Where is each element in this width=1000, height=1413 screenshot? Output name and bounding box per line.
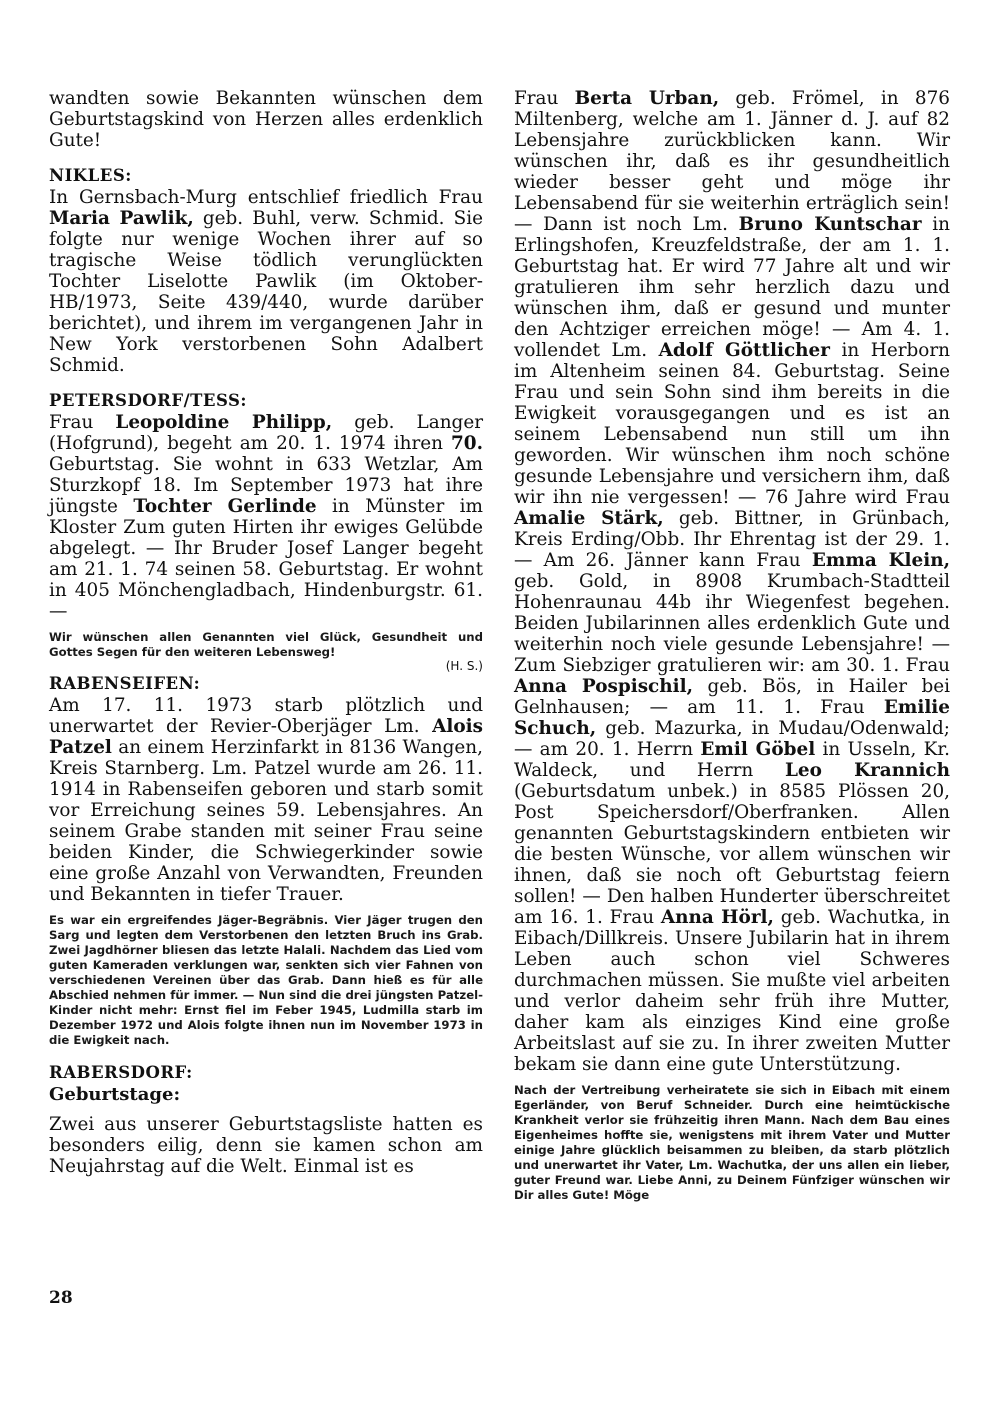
author-signature: (H. S.) bbox=[445, 659, 483, 673]
section-heading-petersdorf: PETERSDORF/TESS: bbox=[49, 391, 248, 410]
person-name: Anna Pospischil, bbox=[514, 676, 694, 697]
person-name: Amalie Stärk, bbox=[514, 508, 664, 529]
person-name: Tochter Gerlinde bbox=[133, 496, 317, 517]
petersdorf-note: Wir wünschen allen Genannten viel Glück, Gesundheit und Gottes Segen für den weiteren Lebensweg! bbox=[49, 630, 483, 659]
rabenseifen-paragraph: Am 17. 11. 1973 starb plötzlich und unerwartet der Revier-Oberjäger Lm. Alois Patzel an einem Herzinfarkt in 8136 Wangen, Kreis Starnberg. Lm. Patzel wurde am 26. 11. 1914 in Rabenseifen geboren und starb somit vor Erreichung seines 59. Lebensjahres. An seinem Grabe standen mit seiner Frau seine beiden Kinder, die Schwiegerkinder sowie eine große Anzahl von Verwandten, Freunden und Bekannten in tiefer Trauer. bbox=[49, 695, 483, 905]
person-name: Maria Pawlik, bbox=[49, 208, 194, 229]
page-number: 28 bbox=[49, 1288, 73, 1308]
person-name: Alois Patzel bbox=[49, 716, 483, 758]
person-name: Adolf Göttlicher bbox=[658, 340, 830, 361]
person-name: Bruno Kuntschar bbox=[738, 214, 922, 235]
person-name: Leopoldine Philipp, bbox=[115, 412, 333, 433]
person-name: Berta Urban, bbox=[574, 88, 720, 109]
section-heading-rabersdorf: RABERSDORF: bbox=[49, 1063, 193, 1082]
subheading-geburtstage: Geburtstage: bbox=[49, 1084, 181, 1105]
section-heading-nikles: NIKLES: bbox=[49, 166, 132, 185]
birthday-paragraph: Frau Berta Urban, geb. Frömel, in 876 Miltenberg, welche am 1. Jänner d. J. auf 82 Lebensjahre zurückblicken kann. Wir wünschen ihr, daß es ihr gesundheitlich wieder besser geht und möge ihr Lebensabend für sie weiterhin erträglich sein! — Dann ist noch Lm. Bruno Kuntschar in Erlingshofen, Kreuzfeldstraße, der am 1. 1. Geburtstag hat. Er wird 77 Jahre alt und wir gratulieren ihm sehr herzlich dazu und wünschen ihm, daß er gesund und munter den Achtziger erreichen möge! — Am 4. 1. vollendet Lm. Adolf Göttlicher in Herborn im Altenheim seinen 84. Geburtstag. Seine Frau und sein Sohn sind ihm bereits in die Ewigkeit vorausgegangen und es ist an seinem Lebensabend nun still um ihn geworden. Wir wünschen ihm noch schöne gesunde Lebensjahre und versichern ihm, daß wir ihn nie vergessen! — 76 Jahre wird Frau Amalie Stärk, geb. Bittner, in Grünbach, Kreis Erding/Obb. Ihr Ehrentag ist der 29. 1. — Am 26. Jänner kann Frau Emma Klein, geb. Gold, in 8908 Krumbach-Stadtteil Hohenraunau 44b ihr Wiegenfest begehen. Beiden Jubilarinnen alles erdenklich Gute und weiterhin noch viele gesunde Lebensjahre! — Zum Siebziger gratulieren wir: am 30. 1. Frau Anna Pospischil, geb. Bös, in Hailer bei Gelnhausen; — am 11. 1. Frau Emilie Schuch, geb. Mazurka, in Mudau/Odenwald; — am 20. 1. Herrn Emil Göbel in Usseln, Kr. Waldeck, und Herrn Leo Krannich (Geburtsdatum unbek.) in 8585 Plössen 20, Post Speichersdorf/Oberfranken. Allen genannten Geburtstagskindern entbieten wir die besten Wünsche, vor allem wünschen wir ihnen, daß sie noch oft Geburtstag feiern sollen! — Den halben Hunderter überschreitet am 16. 1. Frau Anna Hörl, geb. Wachutka, in Eibach/Dillkreis. Unsere Jubilarin hat in ihrem Leben auch schon viel Schweres durchmachen müssen. Sie mußte viel arbeiten und verlor daheim sehr früh ihre Mutter, daher kam als einziges Kind eine große Arbeitslast auf sie zu. In ihrer zweiten Mutter bekam sie dann eine gute Unterstützung. bbox=[514, 88, 951, 1075]
person-name: Emilie Schuch, bbox=[514, 697, 950, 739]
person-name: Anna Hörl, bbox=[660, 907, 774, 928]
person-name: Leo Krannich bbox=[784, 760, 950, 781]
intro-paragraph: wandten sowie Bekannten wünschen dem Geburtstagskind von Herzen alles erdenklich Gute! bbox=[49, 88, 483, 151]
right-column bbox=[514, 88, 950, 1203]
left-column bbox=[49, 88, 483, 1177]
nikles-paragraph: In Gernsbach-Murg entschlief friedlich Frau Maria Pawlik, geb. Buhl, verw. Schmid. Sie folgte nur wenige Wochen ihrer auf so tragische Weise tödlich verunglückten Tochter Liselotte Pawlik (im Oktober-HB/1973, Seite 439/440, wurde darüber berichtet), und ihrem im vergangenen Jahr in New York verstorbenen Sohn Adalbert Schmid. bbox=[49, 187, 483, 376]
rabenseifen-note: Es war ein ergreifendes Jäger-Begräbnis. Vier Jäger trugen den Sarg und legten dem Verstorbenen den letzten Bruch ins Grab. Zwei Jagdhörner bliesen das letzte Halali. Nachdem das Lied vom guten Kameraden verklungen war, senkten sich vier Fahnen von verschiedenen Vereinen über das Grab. Dann hieß es für alle Abschied nehmen für immer. — Nun sind die drei jüngsten Patzel-Kinder nicht mehr: Ernst fiel im Feber 1945, Ludmilla starb im Dezember 1972 und Alois folgte ihnen nun im November 1973 in die Ewigkeit nach. bbox=[49, 913, 483, 1047]
section-heading-rabenseifen: RABENSEIFEN: bbox=[49, 674, 201, 693]
eibach-note: Nach der Vertreibung verheiratete sie sich in Eibach mit einem Egerländer, von Beruf Schneider. Durch eine heimtückische Krankheit verlor sie frühzeitig ihren Mann. Nach dem Bau eines Eigenheimes hoffte sie, wenigstens mit ihrem Vater und Mutter einige Jahre glücklich beisammen zu bleiben, da starb plötzlich und unerwartet ihr Vater, Lm. Wachutka, der uns allen ein lieber, guter Freund war. Liebe Anni, zu Deinem Fünfziger wünschen wir Dir alles Gute! Möge bbox=[514, 1083, 950, 1202]
rabersdorf-paragraph: Zwei aus unserer Geburtstagsliste hatten es besonders eilig, denn sie kamen schon am Neujahrstag auf die Welt. Einmal ist es bbox=[49, 1114, 483, 1177]
petersdorf-paragraph: Frau Leopoldine Philipp, geb. Langer (Hofgrund), begeht am 20. 1. 1974 ihren 70. Geburtstag. Sie wohnt in 633 Wetzlar, Am Sturzkopf 18. Im September 1973 hat ihre jüngste Tochter Gerlinde in Münster im Kloster Zum guten Hirten ihr ewiges Gelübde abgelegt. — Ihr Bruder Josef Langer begeht am 21. 1. 74 seinen 58. Geburtstag. Er wohnt in 405 Mönchengladbach, Hindenburgstr. 61. — bbox=[49, 412, 483, 622]
person-name: Emil Göbel bbox=[700, 739, 816, 760]
person-name: Emma Klein, bbox=[811, 550, 951, 571]
